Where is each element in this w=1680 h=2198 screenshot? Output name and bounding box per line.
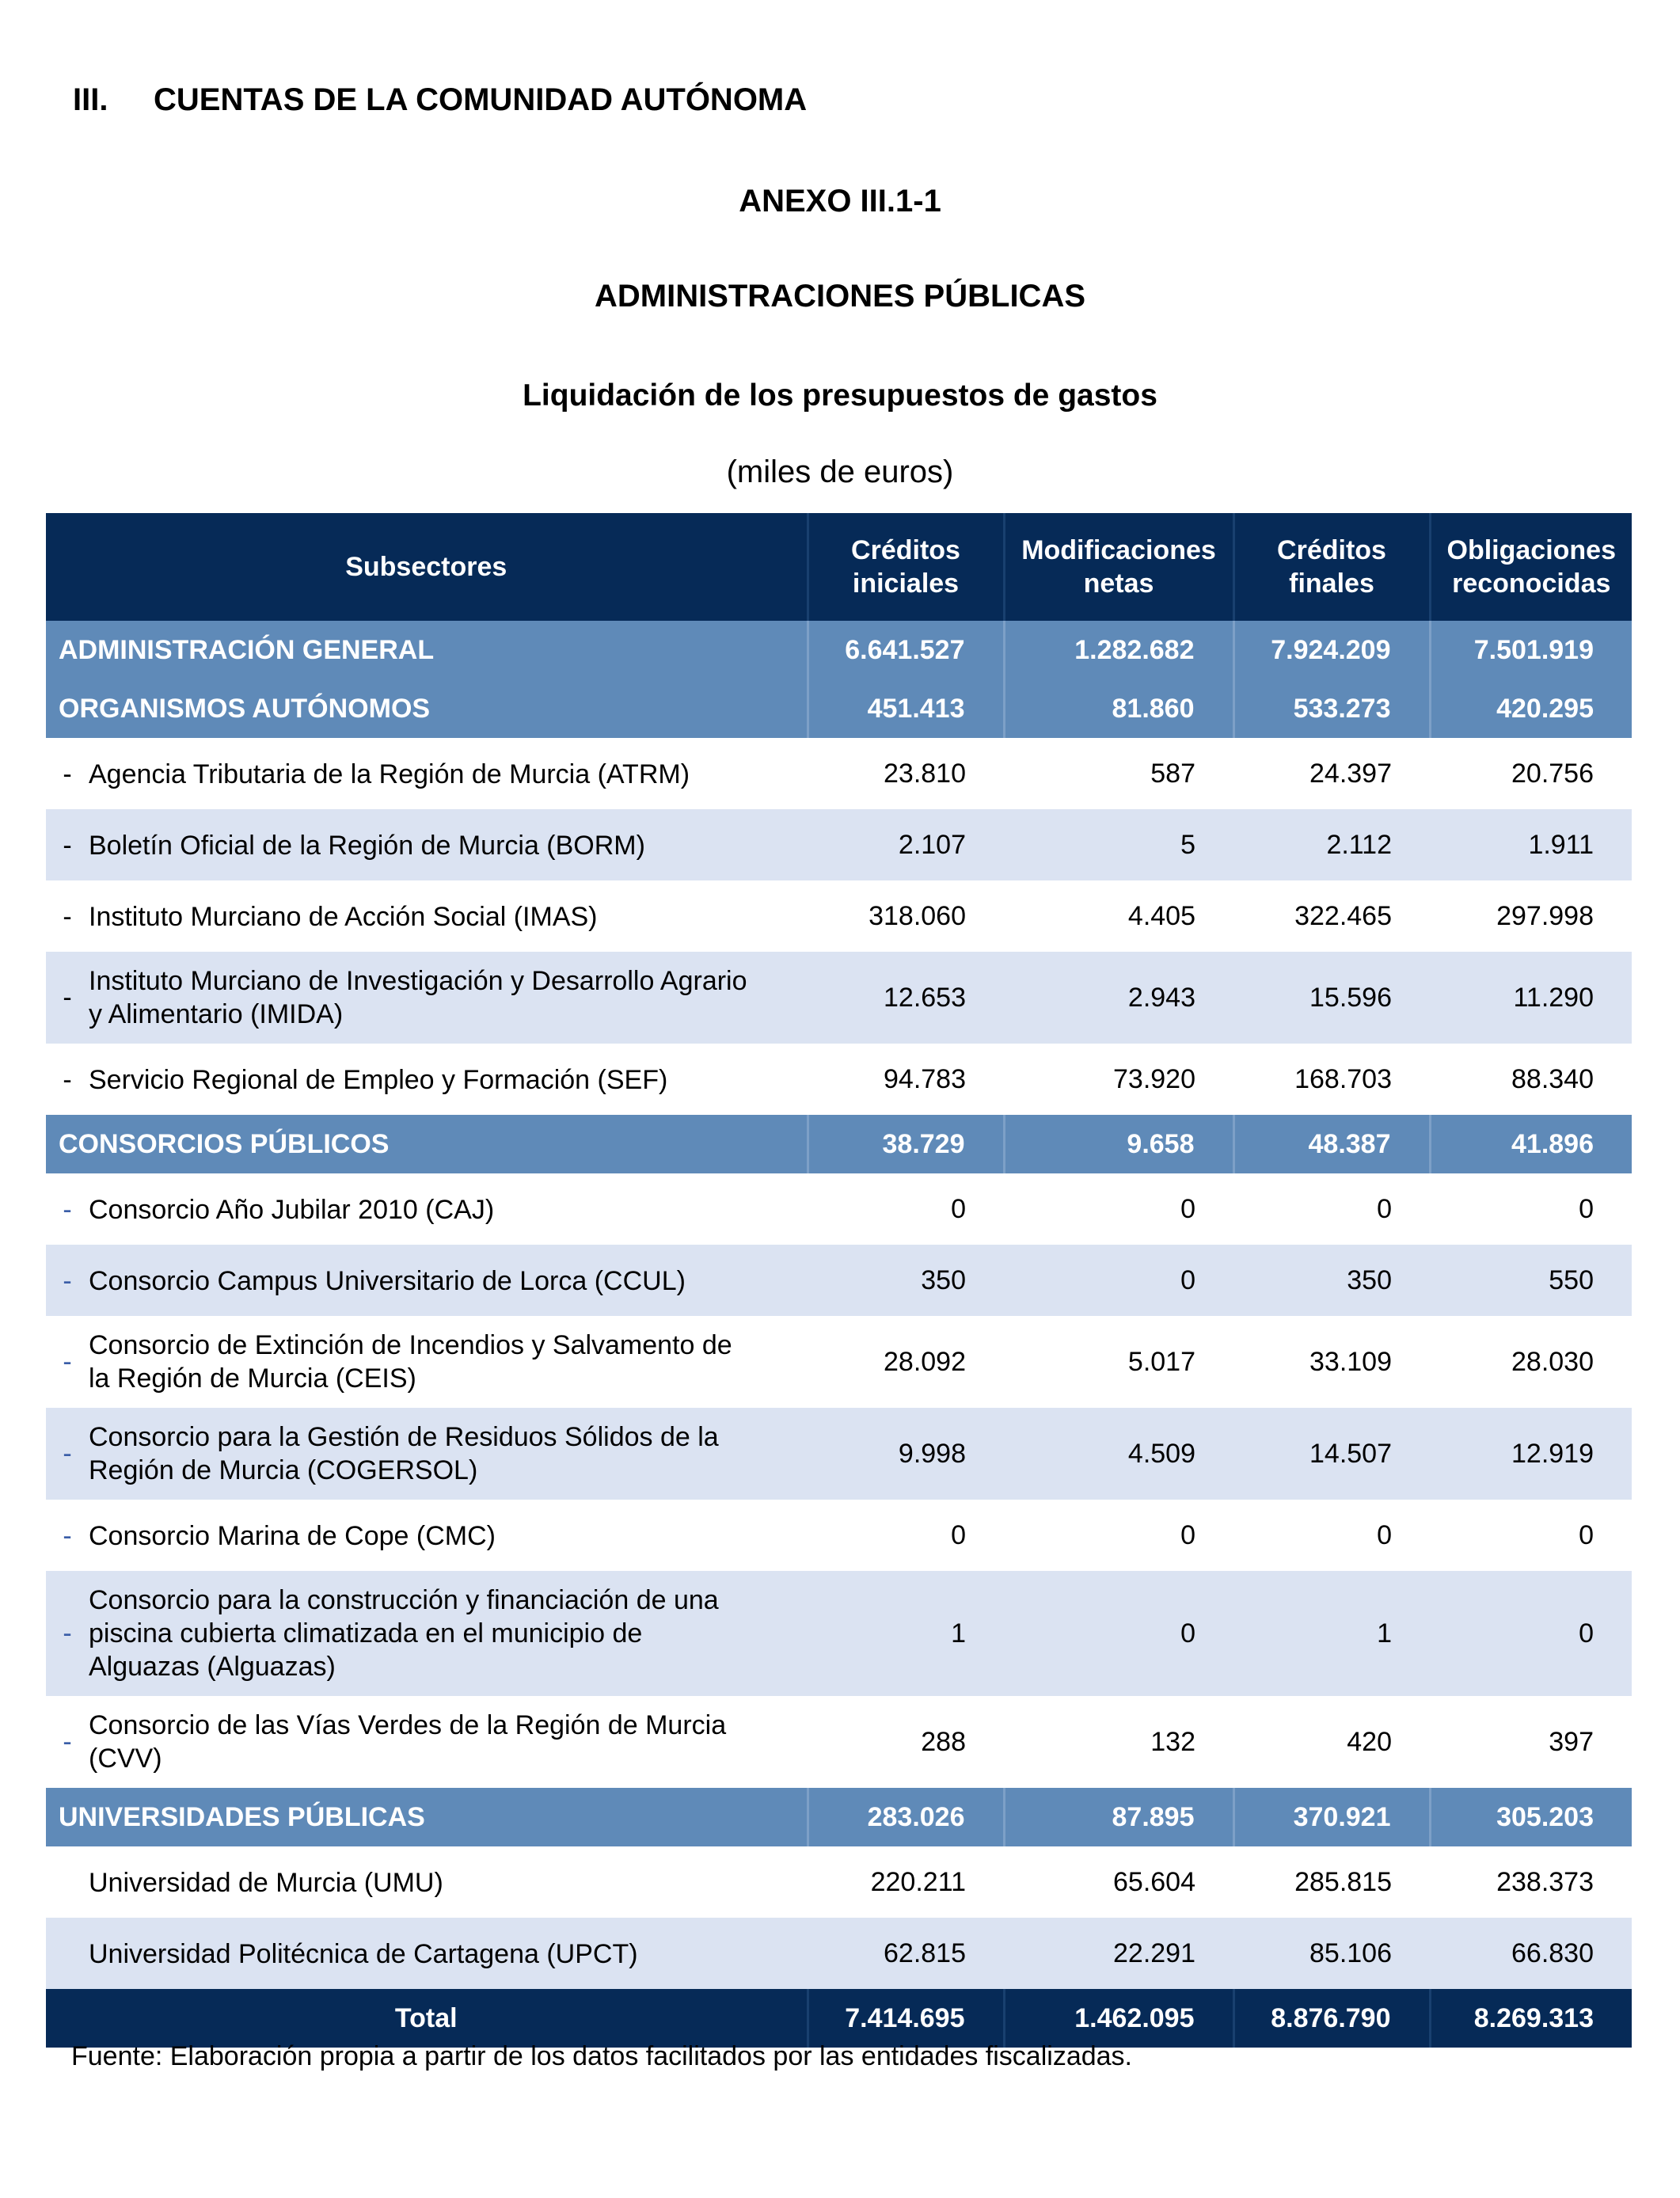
bullet-dash: - [63,1266,72,1296]
entity-value: 318.060 [808,880,1004,952]
section-value: 87.895 [1004,1788,1233,1846]
entity-value: 73.920 [1004,1044,1233,1115]
section-name: CONSORCIOS PÚBLICOS [46,1115,808,1173]
total-value: 7.414.695 [808,1989,1004,2048]
entity-name-cell [46,1500,808,1571]
section-row [46,1788,1632,1846]
entity-name-cell [46,1316,808,1408]
entity-value: 65.604 [1004,1846,1233,1918]
entity-value: 1.911 [1430,809,1632,880]
entity-value: 24.397 [1233,738,1430,809]
table-row [46,1245,1632,1316]
entity-value: 20.756 [1430,738,1632,809]
entity-value: 66.830 [1430,1918,1632,1989]
table-row [46,1500,1632,1571]
entity-value: 168.703 [1233,1044,1430,1115]
section-row [46,1115,1632,1173]
entity-value: 0 [808,1173,1004,1245]
entity-value: 2.943 [1004,952,1233,1044]
annex-title: ANEXO III.1-1 [739,184,941,219]
source-note: Fuente: Elaboración propia a partir de los datos facilitados por las entidades fiscalizadas. [71,2041,1132,2071]
entity-name-cell [46,738,808,809]
entity-name: Agencia Tributaria de la Región de Murcia (ATRM) [89,759,690,789]
total-value: 1.462.095 [1004,1989,1233,2048]
bullet-dash: - [63,831,72,861]
entity-value: 62.815 [808,1918,1004,1989]
section-value: 305.203 [1430,1788,1632,1846]
entity-value: 350 [1233,1245,1430,1316]
section-value: 6.641.527 [808,621,1004,679]
section-value: 41.896 [1430,1115,1632,1173]
section-value: 451.413 [808,679,1004,738]
units-label: (miles de euros) [726,454,954,489]
header-subsectores: Subsectores [46,513,808,621]
total-value: 8.269.313 [1430,1989,1632,2048]
section-value: 370.921 [1233,1788,1430,1846]
entity-value: 0 [1430,1571,1632,1696]
total-value: 8.876.790 [1233,1989,1430,2048]
entity-value: 0 [1430,1500,1632,1571]
section-value: 533.273 [1233,679,1430,738]
entity-value: 28.092 [808,1316,1004,1408]
entity-name: Consorcio Marina de Cope (CMC) [89,1521,496,1551]
entity-value: 2.107 [808,809,1004,880]
chapter-number: III. [73,82,108,117]
bullet-dash: - [63,902,72,932]
table-row [46,1044,1632,1115]
entity-name-cell [46,1173,808,1245]
entity-value: 220.211 [808,1846,1004,1918]
entity-value: 397 [1430,1696,1632,1788]
entity-value: 5.017 [1004,1316,1233,1408]
entity-value: 238.373 [1430,1846,1632,1918]
table-row [46,1408,1632,1500]
entity-value: 1 [808,1571,1004,1696]
total-row [46,1989,1632,2048]
entity-value: 12.653 [808,952,1004,1044]
section-value: 48.387 [1233,1115,1430,1173]
entity-name-cell [46,1696,808,1788]
section-row [46,621,1632,679]
entity-value: 550 [1430,1245,1632,1316]
table-row [46,1918,1632,1989]
bullet-dash: - [63,759,72,789]
entity-value: 85.106 [1233,1918,1430,1989]
entity-value: 2.112 [1233,809,1430,880]
entity-value: 94.783 [808,1044,1004,1115]
entity-name-cell [46,1245,808,1316]
table-row [46,1571,1632,1696]
entity-value: 33.109 [1233,1316,1430,1408]
entity-name: Servicio Regional de Empleo y Formación (SEF) [89,1065,668,1095]
entity-value: 4.509 [1004,1408,1233,1500]
section-value: 7.924.209 [1233,621,1430,679]
entity-value: 12.919 [1430,1408,1632,1500]
table-row [46,1316,1632,1408]
section-value: 38.729 [808,1115,1004,1173]
section-value: 81.860 [1004,679,1233,738]
table-row [46,1173,1632,1245]
entity-value: 132 [1004,1696,1233,1788]
bullet-dash: - [63,983,72,1013]
table-header-row [46,513,1632,621]
entity-name: Consorcio para la construcción y financiación de una piscina cubierta climatizada en el municipio de Alguazas (Alguazas) [89,1585,719,1682]
entity-name-cell [46,1408,808,1500]
entity-name: Instituto Murciano de Acción Social (IMAS) [89,902,598,932]
entity-value: 88.340 [1430,1044,1632,1115]
entity-name: Consorcio de Extinción de Incendios y Salvamento de la Región de Murcia (CEIS) [89,1330,732,1394]
entity-value: 350 [808,1245,1004,1316]
section-value: 7.501.919 [1430,621,1632,679]
entity-value: 322.465 [1233,880,1430,952]
section-subtitle: ADMINISTRACIONES PÚBLICAS [594,279,1086,314]
entity-value: 0 [808,1500,1004,1571]
section-value: 283.026 [808,1788,1004,1846]
bullet-dash: - [63,1065,72,1095]
section-name: ADMINISTRACIÓN GENERAL [46,621,808,679]
table-row [46,738,1632,809]
chapter-heading [73,82,807,118]
bullet-dash: - [63,1727,72,1757]
section-value: 9.658 [1004,1115,1233,1173]
entity-name-cell [46,880,808,952]
entity-name: Instituto Murciano de Investigación y Desarrollo Agrario y Alimentario (IMIDA) [89,966,747,1029]
entity-value: 1 [1233,1571,1430,1696]
entity-value: 297.998 [1430,880,1632,952]
entity-name: Universidad de Murcia (UMU) [89,1868,443,1898]
total-label: Total [46,1989,808,2048]
entity-value: 285.815 [1233,1846,1430,1918]
bullet-dash: - [63,1439,72,1469]
entity-value: 0 [1004,1245,1233,1316]
section-name: ORGANISMOS AUTÓNOMOS [46,679,808,738]
header-creditos-iniciales: Créditos iniciales [808,513,1004,621]
entity-value: 0 [1004,1571,1233,1696]
entity-value: 23.810 [808,738,1004,809]
table-row [46,952,1632,1044]
header-obligaciones-reconocidas: Obligaciones reconocidas [1430,513,1632,621]
section-value: 1.282.682 [1004,621,1233,679]
entity-name-cell [46,1918,808,1989]
bullet-dash: - [63,1521,72,1551]
entity-name-cell [46,952,808,1044]
budget-table [46,513,1632,2048]
entity-value: 0 [1004,1173,1233,1245]
entity-value: 4.405 [1004,880,1233,952]
bullet-dash: - [63,1618,72,1648]
entity-name-cell [46,1044,808,1115]
entity-value: 0 [1004,1500,1233,1571]
entity-value: 14.507 [1233,1408,1430,1500]
table-row [46,809,1632,880]
entity-value: 288 [808,1696,1004,1788]
entity-value: 0 [1430,1173,1632,1245]
entity-name-cell [46,809,808,880]
entity-name: Boletín Oficial de la Región de Murcia (BORM) [89,831,645,861]
entity-value: 15.596 [1233,952,1430,1044]
entity-value: 22.291 [1004,1918,1233,1989]
entity-name: Universidad Politécnica de Cartagena (UPCT) [89,1939,638,1969]
header-creditos-finales: Créditos finales [1233,513,1430,621]
entity-value: 28.030 [1430,1316,1632,1408]
bullet-dash: - [63,1347,72,1377]
entity-value: 9.998 [808,1408,1004,1500]
entity-name: Consorcio Campus Universitario de Lorca (CCUL) [89,1266,686,1296]
entity-name-cell [46,1571,808,1696]
table-row [46,1696,1632,1788]
entity-name: Consorcio Año Jubilar 2010 (CAJ) [89,1195,495,1225]
entity-value: 0 [1233,1173,1430,1245]
chapter-title: CUENTAS DE LA COMUNIDAD AUTÓNOMA [154,82,808,117]
entity-value: 5 [1004,809,1233,880]
section-value: 420.295 [1430,679,1632,738]
section-name: UNIVERSIDADES PÚBLICAS [46,1788,808,1846]
entity-name-cell [46,1846,808,1918]
bullet-dash: - [63,1195,72,1225]
entity-value: 587 [1004,738,1233,809]
table-row [46,880,1632,952]
section-row [46,679,1632,738]
table-row [46,1846,1632,1918]
entity-name: Consorcio de las Vías Verdes de la Región de Murcia (CVV) [89,1710,727,1774]
entity-name: Consorcio para la Gestión de Residuos Sólidos de la Región de Murcia (COGERSOL) [89,1422,719,1485]
table-title: Liquidación de los presupuestos de gastos [523,378,1157,413]
header-modificaciones-netas: Modificaciones netas [1004,513,1233,621]
entity-value: 11.290 [1430,952,1632,1044]
entity-value: 420 [1233,1696,1430,1788]
entity-value: 0 [1233,1500,1430,1571]
